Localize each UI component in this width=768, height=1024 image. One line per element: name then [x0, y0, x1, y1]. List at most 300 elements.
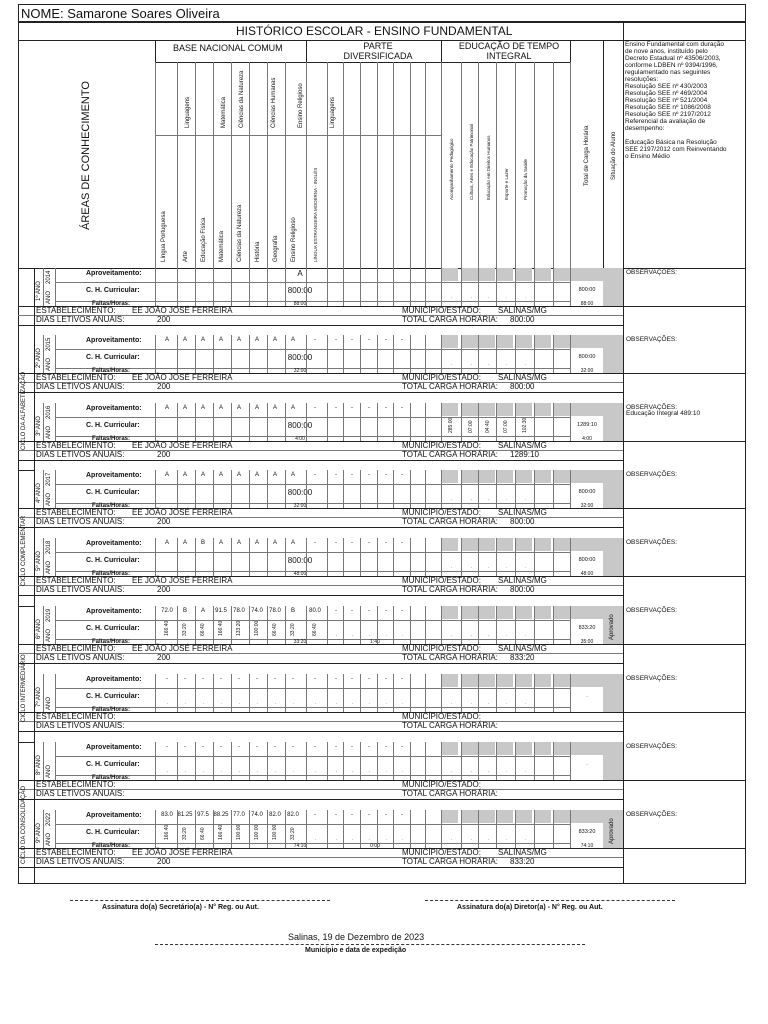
- ch-cell: .: [366, 702, 372, 704]
- municipio-value: SALINAS/MG: [498, 508, 547, 517]
- grade-cell: -: [314, 405, 316, 411]
- faltas-label: Faltas/Horas:: [92, 301, 131, 307]
- ch-cell: .: [399, 702, 405, 704]
- v-rule: [213, 742, 214, 780]
- v-rule: [55, 606, 56, 644]
- grade-cell: 97.5: [197, 812, 209, 818]
- v-rule: [377, 403, 378, 441]
- v-rule: [43, 470, 44, 508]
- grade-cell: A: [236, 472, 241, 478]
- v-rule: [515, 335, 516, 373]
- total-cell: 833:20: [578, 625, 596, 631]
- v-rule: [534, 674, 535, 712]
- subject-label-0: Língua Portuguesa: [161, 211, 167, 262]
- situacao-gray-cell: [603, 335, 623, 373]
- ch-cell: .: [399, 838, 405, 840]
- legal-note-line: regulamentado nas seguintes: [625, 69, 711, 76]
- grade-cell: A: [164, 540, 169, 546]
- total-gray-cell: [570, 335, 603, 348]
- situacao-gray-cell: [603, 470, 623, 508]
- eti-gray-cell: [441, 335, 458, 348]
- v-rule: [478, 538, 479, 576]
- eti-gray-cell: [441, 538, 458, 551]
- grade-cell: -: [351, 744, 353, 750]
- serie-label: 1º ANO: [36, 281, 42, 301]
- grade-cell: -: [401, 540, 403, 546]
- faltas-center: 33:20: [293, 639, 307, 645]
- eti-ch-cell: 07:00: [468, 420, 474, 433]
- legal-note-line: Resolução SEE nº 2197/2012: [625, 111, 711, 118]
- v-rule: [213, 268, 214, 306]
- eti-gray-cell: [553, 268, 570, 281]
- grade-cell: -: [401, 337, 403, 343]
- v-rule: [343, 606, 344, 644]
- eti-gray-cell: [478, 742, 495, 755]
- municipio-value: SALINAS/MG: [498, 306, 547, 315]
- v-rule: [285, 335, 286, 373]
- eti-ch-cell: .: [485, 770, 491, 772]
- grade-cell: -: [385, 337, 387, 343]
- v-rule: [231, 470, 232, 508]
- v-rule: [425, 742, 426, 780]
- ch-curricular-label: C. H. Curricular:: [86, 489, 140, 496]
- grade-cell: A: [200, 608, 205, 614]
- faltas-label: Faltas/Horas:: [92, 843, 131, 849]
- ch-center: 800:00: [287, 421, 313, 430]
- total-faltas: 35:00: [580, 639, 594, 645]
- v-rule: [360, 403, 361, 441]
- situacao-gray-cell: [603, 538, 623, 576]
- estabelecimento-label: ESTABELECIMENTO:: [36, 848, 116, 857]
- ch-cell: .: [349, 770, 355, 772]
- estabelecimento-label: ESTABELECIMENTO:: [36, 780, 116, 789]
- grade-cell: -: [368, 540, 370, 546]
- v-rule: [441, 335, 442, 373]
- subject-label-4: Ciências da Natureza: [237, 204, 243, 262]
- group-bnc: BASE NACIONAL COMUM: [173, 43, 283, 53]
- v-rule: [441, 403, 442, 441]
- v-rule: [177, 538, 178, 576]
- eti-subject-4: Promoção da Saúde: [523, 158, 528, 200]
- ano-label: ANO: [46, 290, 52, 304]
- situacao-gray-cell: [603, 674, 623, 712]
- eti-ch-cell: .: [503, 702, 509, 704]
- observacoes-label: OBSERVAÇÕES:: [626, 336, 678, 343]
- v-rule: [343, 810, 344, 848]
- grade-cell: -: [385, 608, 387, 614]
- total-ch-label: TOTAL CARGA HORÁRIA:: [402, 789, 498, 798]
- v-rule: [425, 606, 426, 644]
- h-rule: [18, 268, 34, 269]
- v-rule: [410, 674, 411, 712]
- grade-cell: -: [292, 676, 294, 682]
- v-rule: [267, 606, 268, 644]
- v-rule: [306, 538, 307, 576]
- grade-cell: 82.0: [269, 812, 281, 818]
- ch-cell: 33:20: [182, 623, 188, 636]
- eti-gray-cell: [534, 470, 551, 483]
- v-rule: [195, 538, 196, 576]
- eti-gray-cell: [534, 606, 551, 619]
- v-rule: [393, 62, 394, 268]
- grade-cell: A: [272, 405, 277, 411]
- grade-cell: A: [236, 337, 241, 343]
- v-rule: [461, 62, 462, 268]
- total-gray-cell: [570, 403, 603, 416]
- eti-gray-cell: [534, 742, 551, 755]
- place-date-line: [155, 944, 585, 945]
- grade-cell: -: [368, 608, 370, 614]
- eti-gray-cell: [534, 538, 551, 551]
- estabelecimento-value: EE JOÃO JOSÉ FERREIRA: [132, 848, 233, 857]
- v-rule: [231, 335, 232, 373]
- eti-ch-cell: .: [485, 498, 491, 500]
- total-gray-cell: [570, 538, 603, 551]
- eti-gray-cell: [534, 810, 551, 823]
- grade-cell: 80.0: [309, 608, 321, 614]
- eti-gray-cell: [515, 606, 532, 619]
- eti-ch-cell: .: [503, 634, 509, 636]
- v-rule: [327, 268, 328, 306]
- ch-cell: .: [383, 770, 389, 772]
- grade-cell: A: [164, 337, 169, 343]
- v-rule: [496, 538, 497, 576]
- grade-cell: -: [385, 405, 387, 411]
- v-rule: [55, 403, 56, 441]
- v-rule: [43, 606, 44, 644]
- estabelecimento-label: ESTABELECIMENTO:: [36, 441, 116, 450]
- grade-cell: A: [290, 472, 295, 478]
- grade-cell: A: [164, 472, 169, 478]
- eti-ch-cell: .: [522, 770, 528, 772]
- h-rule: [55, 349, 570, 350]
- ano-label: ANO: [46, 425, 52, 439]
- v-rule: [55, 538, 56, 576]
- eti-ch-cell: 102:30: [522, 417, 528, 433]
- eti-gray-cell: [515, 810, 532, 823]
- ch-curricular-label: C. H. Curricular:: [86, 354, 140, 361]
- grade-cell: -: [401, 676, 403, 682]
- grade-cell: -: [335, 405, 337, 411]
- v-rule: [213, 470, 214, 508]
- estabelecimento-value: EE JOÃO JOSÉ FERREIRA: [132, 508, 233, 517]
- grade-cell: A: [254, 540, 259, 546]
- grade-cell: A: [218, 405, 223, 411]
- v-rule: [285, 470, 286, 508]
- ano-label: ANO: [46, 832, 52, 846]
- total-faltas: 74:10: [580, 843, 594, 849]
- eti-gray-cell: [478, 470, 495, 483]
- aproveitamento-label: Aproveitamento:: [86, 812, 142, 819]
- v-rule: [231, 606, 232, 644]
- ch-cell: .: [366, 770, 372, 772]
- v-rule: [478, 674, 479, 712]
- dias-value: 200: [157, 315, 171, 324]
- grade-cell: B: [200, 540, 205, 546]
- eti-gray-cell: [461, 538, 478, 551]
- municipio-label: MUNICÍPIO/ESTADO:: [402, 508, 481, 517]
- eti-gray-cell: [496, 810, 513, 823]
- eti-ch-cell: .: [468, 838, 474, 840]
- eti-gray-cell: [553, 606, 570, 619]
- v-rule: [155, 674, 156, 712]
- v-rule: [393, 810, 394, 848]
- situacao-value: Aprovado: [609, 818, 615, 844]
- v-rule: [43, 268, 44, 306]
- ch-cell: 100:00: [254, 620, 260, 636]
- v-rule: [553, 335, 554, 373]
- ch-cell: .: [366, 634, 372, 636]
- v-rule: [327, 674, 328, 712]
- v-rule: [231, 674, 232, 712]
- faltas-label: Faltas/Horas:: [92, 707, 131, 713]
- v-rule: [285, 403, 286, 441]
- v-rule: [177, 403, 178, 441]
- v-rule: [441, 268, 442, 306]
- grade-cell: A: [200, 472, 205, 478]
- grade-cell: -: [335, 608, 337, 614]
- municipio-value: SALINAS/MG: [498, 576, 547, 585]
- v-rule: [195, 742, 196, 780]
- v-rule: [43, 674, 44, 712]
- grade-cell: -: [351, 337, 353, 343]
- grade-cell: -: [202, 676, 204, 682]
- ch-cell: .: [333, 838, 339, 840]
- v-rule: [285, 62, 286, 268]
- subject-label-7: Ensino Religioso: [291, 217, 297, 262]
- v-rule: [515, 538, 516, 576]
- total-cell: 800:00: [578, 489, 596, 495]
- v-rule: [195, 810, 196, 848]
- h-rule: [18, 460, 623, 461]
- grade-cell: -: [368, 744, 370, 750]
- total-ch-value: 1289:10: [510, 450, 539, 459]
- eti-ch-cell: .: [522, 838, 528, 840]
- v-rule: [285, 742, 286, 780]
- ch-cell: 33:20: [182, 827, 188, 840]
- grade-cell: A: [272, 472, 277, 478]
- ano-value: 2018: [46, 540, 52, 554]
- eti-gray-cell: [478, 403, 495, 416]
- v-rule: [393, 538, 394, 576]
- h-rule: [155, 62, 441, 63]
- v-rule: [155, 538, 156, 576]
- ch-center: 800:00: [287, 488, 313, 497]
- v-rule: [410, 268, 411, 306]
- total-ch-value: 800:00: [510, 585, 535, 594]
- ch-cell: .: [349, 634, 355, 636]
- ch-cell: .: [290, 702, 296, 704]
- v-rule: [478, 403, 479, 441]
- v-rule: [343, 470, 344, 508]
- eti-ch-cell: .: [522, 566, 528, 568]
- municipio-label: MUNICÍPIO/ESTADO:: [402, 848, 481, 857]
- v-rule: [377, 62, 378, 268]
- grade-cell: -: [385, 744, 387, 750]
- eti-ch-cell: .: [448, 634, 454, 636]
- total-cell: 833:20: [578, 829, 596, 835]
- faltas-label: Faltas/Horas:: [92, 368, 131, 374]
- total-ch-label: TOTAL CARGA HORÁRIA:: [402, 585, 498, 594]
- ch-cell: .: [312, 838, 318, 840]
- v-rule: [360, 470, 361, 508]
- v-rule: [195, 403, 196, 441]
- area-label-1: Matemática: [221, 96, 227, 128]
- ch-curricular-label: C. H. Curricular:: [86, 422, 140, 429]
- pd-subject-label: LÍNGUA ESTRANGEIRA MODERNA - INGLÊS: [313, 167, 318, 262]
- ch-curricular-label: C. H. Curricular:: [86, 557, 140, 564]
- legal-note-line: conforme LDBEN nº 9394/1996,: [625, 62, 718, 69]
- dias-label: DIAS LETIVOS ANUAIS:: [36, 721, 125, 730]
- situacao-value: Aprovado: [609, 614, 615, 640]
- eti-gray-cell: [515, 538, 532, 551]
- page-title: HISTÓRICO ESCOLAR - ENSINO FUNDAMENTAL: [236, 24, 513, 38]
- v-rule: [570, 268, 571, 306]
- eti-gray-cell: [478, 810, 495, 823]
- v-rule: [43, 403, 44, 441]
- eti-ch-cell: .: [485, 702, 491, 704]
- v-rule: [496, 335, 497, 373]
- eti-ch-cell: .: [468, 634, 474, 636]
- v-rule: [570, 470, 571, 508]
- eti-subject-3: Esporte e Lazer: [504, 168, 509, 200]
- ch-cell: .: [218, 702, 224, 704]
- eti-gray-cell: [515, 335, 532, 348]
- v-rule: [195, 62, 196, 268]
- ch-cell: .: [383, 702, 389, 704]
- h-rule: [55, 707, 570, 708]
- grade-cell: B: [182, 608, 187, 614]
- v-rule: [231, 62, 232, 268]
- eti-ch-cell: .: [468, 566, 474, 568]
- v-rule: [553, 742, 554, 780]
- v-rule: [393, 403, 394, 441]
- v-rule: [343, 268, 344, 306]
- grade-cell: 74.0: [251, 608, 263, 614]
- v-rule: [155, 268, 156, 306]
- v-rule: [478, 268, 479, 306]
- v-rule: [478, 335, 479, 373]
- ano-label: ANO: [46, 696, 52, 710]
- ch-cell: .: [333, 634, 339, 636]
- v-rule: [231, 810, 232, 848]
- v-rule: [377, 335, 378, 373]
- v-rule: [570, 674, 571, 712]
- v-rule: [306, 810, 307, 848]
- ch-cell: .: [366, 838, 372, 840]
- eti-subject-0: Acompanhamento Pedagógico: [449, 138, 454, 200]
- dias-value: 200: [157, 517, 171, 526]
- eti-ch-cell: 285:00: [448, 417, 454, 433]
- observacoes-label: OBSERVAÇÕES:: [626, 675, 678, 682]
- serie-label: 5º ANO: [36, 551, 42, 571]
- v-rule: [496, 62, 497, 268]
- dias-label: DIAS LETIVOS ANUAIS:: [36, 517, 125, 526]
- h-rule: [55, 756, 570, 757]
- grade-cell: -: [238, 676, 240, 682]
- v-rule: [249, 538, 250, 576]
- v-rule: [327, 742, 328, 780]
- place-date-label: Município e data de expedição: [305, 947, 407, 954]
- grade-cell: A: [254, 337, 259, 343]
- v-rule: [213, 538, 214, 576]
- ch-cell: .: [349, 838, 355, 840]
- ch-cell: .: [200, 702, 206, 704]
- total-cell: .: [586, 693, 588, 699]
- eti-gray-cell: [461, 674, 478, 687]
- total-cell: 800:00: [578, 557, 596, 563]
- municipio-label: MUNICÍPIO/ESTADO:: [402, 780, 481, 789]
- eti-ch-cell: .: [448, 838, 454, 840]
- area-label-3: Ciências Humanas: [271, 77, 277, 128]
- v-rule: [570, 62, 571, 268]
- ano-label: ANO: [46, 357, 52, 371]
- h-rule: [18, 595, 623, 596]
- eti-gray-cell: [515, 742, 532, 755]
- grade-cell: A: [272, 540, 277, 546]
- v-rule: [425, 470, 426, 508]
- grade-cell: A: [218, 540, 223, 546]
- h-rule: [55, 552, 570, 553]
- grade-cell: 88.25: [213, 812, 229, 818]
- ch-curricular-label: C. H. Curricular:: [86, 761, 140, 768]
- v-rule: [515, 606, 516, 644]
- grade-cell: 91.5: [215, 608, 227, 614]
- v-rule: [393, 470, 394, 508]
- v-rule: [478, 62, 479, 268]
- v-rule: [534, 403, 535, 441]
- eti-gray-cell: [478, 335, 495, 348]
- v-rule: [327, 335, 328, 373]
- v-rule: [249, 62, 250, 268]
- grade-cell: 81.25: [177, 812, 193, 818]
- municipio-value: SALINAS/MG: [498, 441, 547, 450]
- eti-gray-cell: [496, 538, 513, 551]
- grade-cell: -: [220, 676, 222, 682]
- v-rule: [327, 606, 328, 644]
- eti-ch-cell: .: [522, 363, 528, 365]
- legal-note-line: desempenho:: [625, 125, 665, 132]
- v-rule: [327, 62, 328, 268]
- faltas-center: 88:00: [293, 301, 307, 307]
- v-rule: [425, 335, 426, 373]
- eti-gray-cell: [534, 268, 551, 281]
- v-rule: [553, 470, 554, 508]
- ch-cell: .: [290, 770, 296, 772]
- serie-label: 4º ANO: [36, 483, 42, 503]
- v-rule: [177, 335, 178, 373]
- eti-ch-cell: .: [468, 296, 474, 298]
- v-rule: [360, 62, 361, 268]
- grade-cell: -: [351, 812, 353, 818]
- aproveitamento-label: Aproveitamento:: [86, 472, 142, 479]
- situacao-gray-cell: [603, 268, 623, 306]
- v-rule: [306, 606, 307, 644]
- v-rule: [306, 335, 307, 373]
- v-rule: [410, 335, 411, 373]
- v-rule: [478, 470, 479, 508]
- ch-cell: .: [182, 702, 188, 704]
- aproveitamento-label: Aproveitamento:: [86, 405, 142, 412]
- eti-gray-cell: [441, 606, 458, 619]
- eti-gray-cell: [496, 470, 513, 483]
- grade-cell: B: [290, 608, 295, 614]
- v-rule: [461, 538, 462, 576]
- v-rule: [155, 470, 156, 508]
- h-rule: [55, 282, 570, 283]
- eti-gray-cell: [515, 470, 532, 483]
- v-rule: [249, 268, 250, 306]
